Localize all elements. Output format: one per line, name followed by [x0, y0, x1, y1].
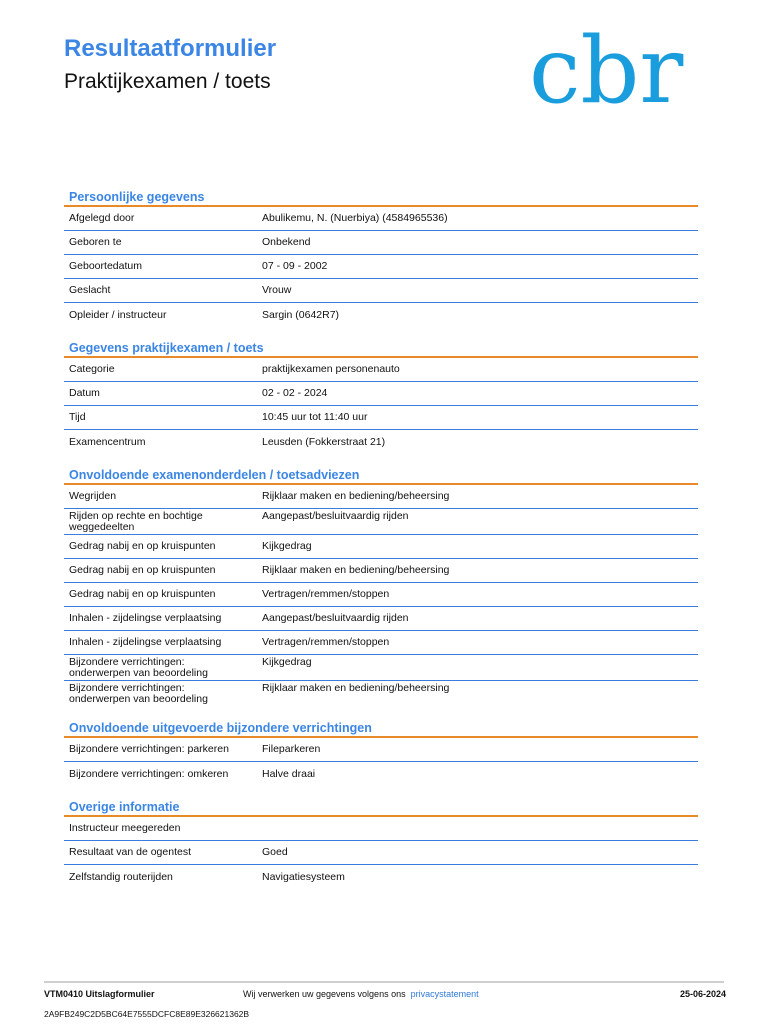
row-label: Categorie	[69, 363, 115, 375]
table-row	[64, 509, 698, 535]
section-title: Onvoldoende uitgevoerde bijzondere verrichtingen	[64, 716, 698, 738]
footer-form-id: VTM0410 Uitslagformulier	[44, 989, 155, 999]
row-value: Leusden (Fokkerstraat 21)	[262, 435, 386, 448]
row-label: Datum	[69, 387, 100, 399]
row-value: Kijkgedrag	[262, 656, 312, 668]
row-label: Inhalen - zijdelingse verplaatsing	[69, 636, 222, 648]
footer-date: 25-06-2024	[679, 989, 726, 999]
table-row	[64, 231, 698, 255]
table-row	[64, 406, 698, 430]
row-value: Aangepast/besluitvaardig rijden	[262, 510, 409, 522]
row-value: Vrouw	[262, 284, 292, 296]
section-title: Gegevens praktijkexamen / toets	[64, 336, 698, 358]
table-row	[64, 607, 698, 631]
row-value: praktijkexamen personenauto	[262, 363, 400, 375]
footer-divider	[44, 981, 724, 983]
table-row	[64, 382, 698, 406]
row-value: Fileparkeren	[262, 743, 321, 755]
page-title: Resultaatformulier	[64, 35, 277, 62]
row-value: Navigatiesysteem	[262, 870, 345, 883]
row-value: 02 - 02 - 2024	[262, 387, 328, 399]
table-row	[64, 430, 698, 454]
footer-hash: 2A9FB249C2D5BC64E7555DCFC8E89E326621362B	[44, 1009, 250, 1019]
page-subtitle: Praktijkexamen / toets	[64, 70, 271, 93]
table-row	[64, 255, 698, 279]
table-row	[64, 535, 698, 559]
row-value: Vertragen/remmen/stoppen	[262, 636, 390, 648]
section-exam-details	[64, 336, 698, 454]
row-label: Inhalen - zijdelingse verplaatsing	[69, 612, 222, 624]
section-title: Persoonlijke gegevens	[64, 185, 698, 207]
table-row	[64, 303, 698, 327]
row-value: Aangepast/besluitvaardig rijden	[262, 612, 409, 624]
table-row	[64, 279, 698, 303]
row-label: Bijzondere verrichtingen: onderwerpen van beoordeling	[69, 682, 208, 705]
section-title: Overige informatie	[64, 795, 698, 817]
row-value: 07 - 09 - 2002	[262, 260, 328, 272]
table-row	[64, 817, 698, 841]
table-row	[64, 583, 698, 607]
privacy-statement-link[interactable]: privacystatement	[410, 989, 479, 999]
row-value: Rijklaar maken en bediening/beheersing	[262, 490, 450, 502]
table-row	[64, 207, 698, 231]
logo-text: cbr	[529, 17, 684, 124]
row-label: Bijzondere verrichtingen: parkeren	[69, 743, 229, 755]
row-label: Zelfstandig routerijden	[69, 870, 173, 883]
table-row	[64, 485, 698, 509]
row-label: Examencentrum	[69, 435, 146, 448]
section-other-info	[64, 795, 698, 889]
section-insufficient-parts	[64, 463, 698, 707]
row-label: Resultaat van de ogentest	[69, 846, 192, 858]
row-label: Instructeur meegereden	[69, 822, 181, 834]
table-row	[64, 865, 698, 889]
table-row	[64, 655, 698, 681]
row-label: Opleider / instructeur	[69, 308, 167, 321]
table-row	[64, 631, 698, 655]
row-value: Onbekend	[262, 236, 311, 248]
table-row	[64, 841, 698, 865]
section-title: Onvoldoende examenonderdelen / toetsadviezen	[64, 463, 698, 485]
row-label: Wegrijden	[69, 490, 117, 502]
table-row	[64, 738, 698, 762]
cbr-logo	[527, 10, 684, 124]
row-value: Goed	[262, 846, 288, 858]
table-row	[64, 559, 698, 583]
row-label: Tijd	[69, 411, 86, 423]
footer-privacy-text: Wij verwerken uw gegevens volgens ons	[243, 989, 406, 999]
row-value: 10:45 uur tot 11:40 uur	[262, 411, 368, 423]
row-label: Bijzondere verrichtingen: omkeren	[69, 767, 229, 780]
table-row	[64, 762, 698, 786]
row-value: Rijklaar maken en bediening/beheersing	[262, 682, 450, 694]
row-label: Geslacht	[69, 284, 111, 296]
row-label: Geboren te	[69, 236, 122, 248]
row-value: Rijklaar maken en bediening/beheersing	[262, 564, 450, 576]
row-value: Sargin (0642R7)	[262, 308, 340, 321]
row-value: Kijkgedrag	[262, 540, 312, 552]
row-label: Gedrag nabij en op kruispunten	[69, 588, 216, 600]
row-label: Gedrag nabij en op kruispunten	[69, 564, 216, 576]
row-label: Gedrag nabij en op kruispunten	[69, 540, 216, 552]
section-personal	[64, 185, 698, 327]
result-form	[64, 185, 698, 889]
row-label: Rijden op rechte en bochtige weggedeelten	[69, 510, 203, 533]
table-row	[64, 681, 698, 707]
table-row	[64, 358, 698, 382]
row-label: Afgelegd door	[69, 212, 135, 224]
footer-privacy	[243, 989, 479, 999]
row-value: Vertragen/remmen/stoppen	[262, 588, 390, 600]
row-label: Bijzondere verrichtingen: onderwerpen van beoordeling	[69, 656, 208, 679]
row-value: Halve draai	[262, 767, 316, 780]
section-special-maneuvers	[64, 716, 698, 786]
row-value: Abulikemu, N. (Nuerbiya) (4584965536)	[262, 212, 448, 224]
row-label: Geboortedatum	[69, 260, 142, 272]
